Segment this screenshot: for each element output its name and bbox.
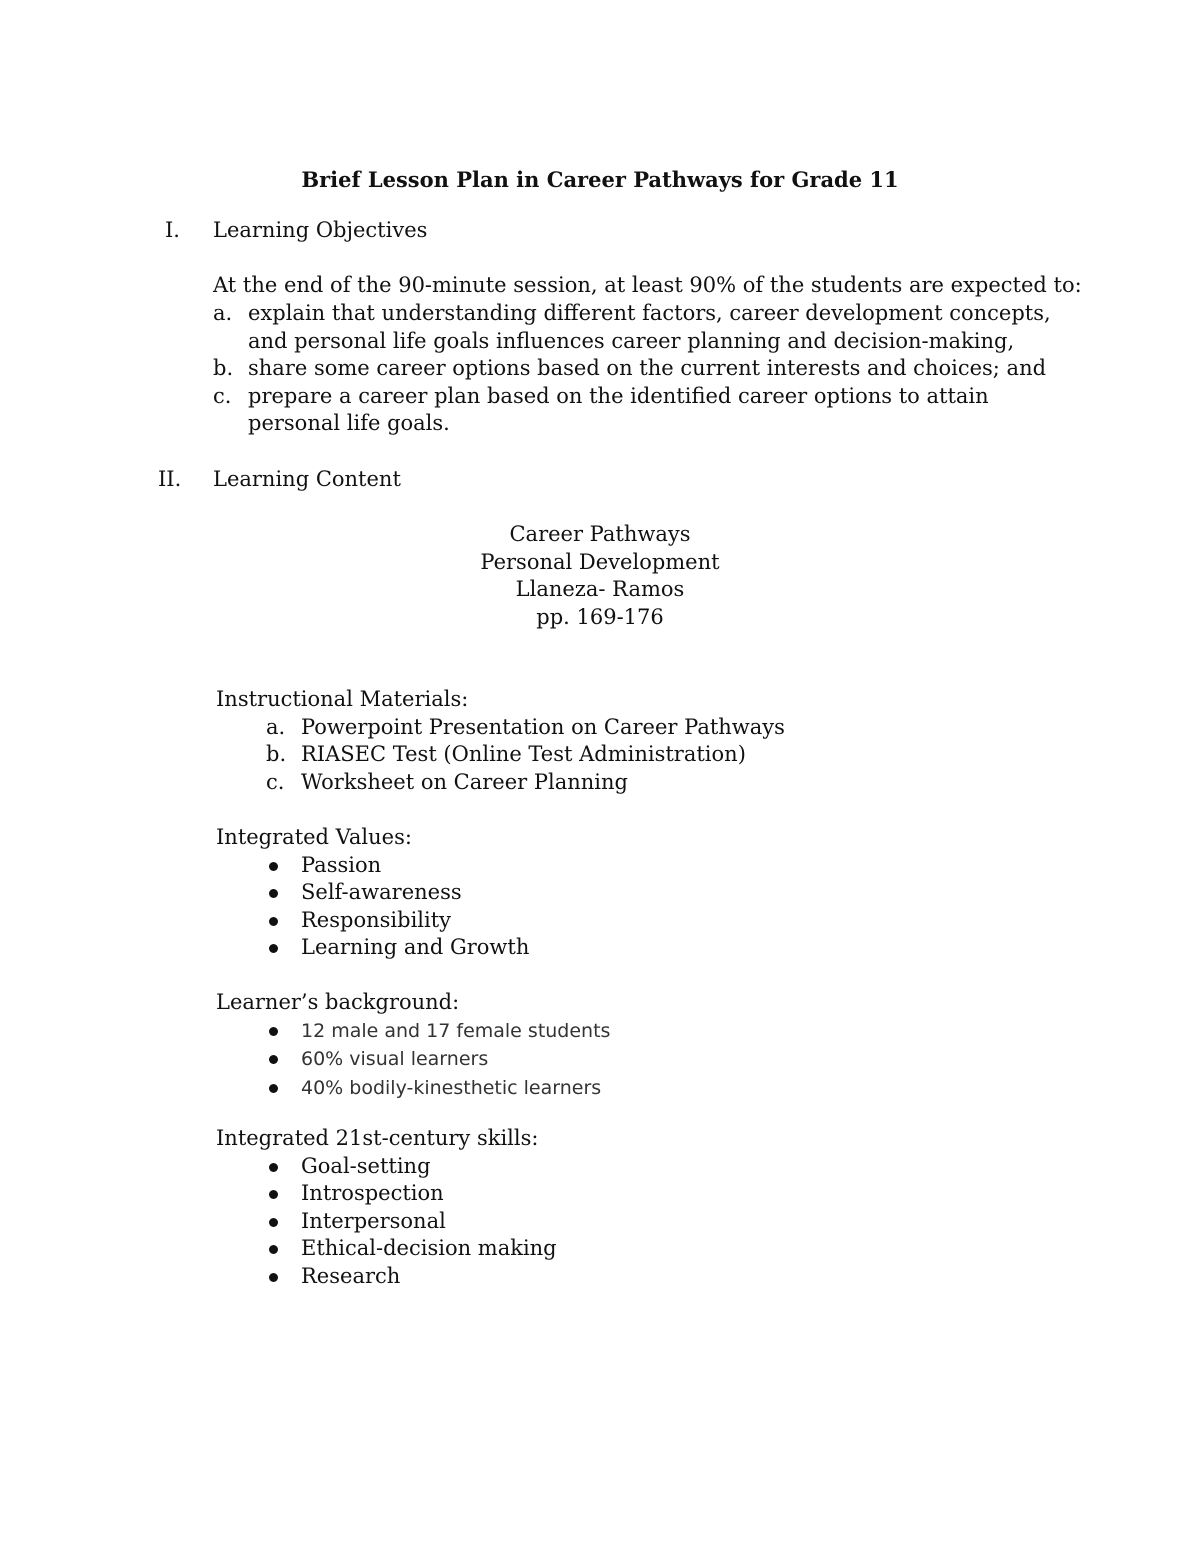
material-text: Worksheet on Career Planning	[301, 769, 628, 794]
materials-section	[216, 686, 1016, 796]
skill-item	[266, 1235, 1016, 1263]
bullet-icon	[269, 1084, 278, 1093]
material-text: Powerpoint Presentation on Career Pathways	[301, 714, 785, 739]
material-marker: b.	[266, 742, 287, 766]
value-text: Responsibility	[301, 907, 452, 932]
bullet-icon	[269, 1218, 278, 1227]
objective-text: explain that understanding different factors, career development concepts, and personal life goals influences career planning and decision-making,	[248, 301, 1051, 353]
bullet-icon	[269, 1273, 278, 1282]
reference-block	[0, 521, 1200, 631]
value-item	[266, 852, 1016, 880]
reference-line: Llaneza- Ramos	[515, 577, 685, 601]
objective-text: share some career options based on the current interests and choices; and	[248, 356, 1047, 380]
objective-item	[213, 383, 1073, 438]
objective-item	[213, 355, 1073, 383]
material-marker: a.	[266, 714, 286, 739]
bullet-icon	[269, 1245, 278, 1254]
background-text: 60% visual learners	[301, 1048, 489, 1070]
objective-item	[213, 300, 1073, 355]
section-1-number: I.	[165, 218, 180, 242]
section-2-number: II.	[158, 467, 182, 491]
bullet-icon	[269, 917, 278, 926]
document-title: Brief Lesson Plan in Career Pathways for Grade 11	[301, 167, 899, 192]
skills-section	[216, 1125, 1016, 1290]
background-section	[216, 989, 1016, 1102]
skills-heading: Integrated 21st-century skills:	[216, 1126, 539, 1150]
objective-text: prepare a career plan based on the identified career options to attain personal life goals.	[248, 383, 989, 435]
material-text: RIASEC Test (Online Test Administration)	[301, 742, 746, 766]
material-item	[266, 769, 1016, 797]
values-heading: Integrated Values:	[216, 825, 412, 849]
value-text: Passion	[301, 852, 382, 877]
bullet-icon	[269, 1190, 278, 1199]
value-text: Learning and Growth	[301, 935, 530, 959]
background-item	[266, 1017, 1016, 1046]
objective-marker: b.	[213, 356, 234, 380]
objective-marker: c.	[213, 383, 232, 408]
reference-line: Personal Development	[480, 549, 720, 574]
background-heading: Learner’s background:	[216, 990, 460, 1014]
value-item	[266, 907, 1016, 935]
material-marker: c.	[266, 769, 285, 794]
material-item	[266, 714, 1016, 742]
value-text: Self-awareness	[301, 880, 462, 904]
skill-text: Interpersonal	[301, 1208, 446, 1233]
skill-text: Goal-setting	[301, 1153, 431, 1178]
skill-item	[266, 1263, 1016, 1291]
skill-text: Research	[301, 1263, 401, 1288]
materials-heading: Instructional Materials:	[216, 687, 469, 711]
skill-item	[266, 1180, 1016, 1208]
bullet-icon	[269, 889, 278, 898]
background-text: 40% bodily-kinesthetic learners	[301, 1076, 602, 1099]
bullet-icon	[269, 1163, 278, 1172]
bullet-icon	[269, 862, 278, 871]
bullet-icon	[269, 944, 278, 953]
reference-line: Career Pathways	[509, 522, 691, 546]
section-1-title: Learning Objectives	[213, 218, 428, 242]
objective-marker: a.	[213, 301, 233, 325]
material-item	[266, 741, 1016, 769]
skill-item	[266, 1208, 1016, 1236]
section-2-title: Learning Content	[213, 467, 401, 491]
value-item	[266, 934, 1016, 962]
skill-text: Introspection	[301, 1181, 444, 1205]
value-item	[266, 879, 1016, 907]
values-section	[216, 824, 1016, 962]
bullet-icon	[269, 1027, 278, 1036]
background-item	[266, 1074, 1016, 1103]
objectives-list	[213, 300, 1073, 438]
skill-item	[266, 1153, 1016, 1181]
reference-line: pp. 169-176	[536, 604, 664, 629]
objectives-intro: At the end of the 90-minute session, at least 90% of the students are expected to:	[213, 273, 1082, 297]
background-item	[266, 1045, 1016, 1074]
bullet-icon	[269, 1055, 278, 1064]
background-text: 12 male and 17 female students	[301, 1019, 611, 1042]
skill-text: Ethical-decision making	[301, 1236, 557, 1260]
